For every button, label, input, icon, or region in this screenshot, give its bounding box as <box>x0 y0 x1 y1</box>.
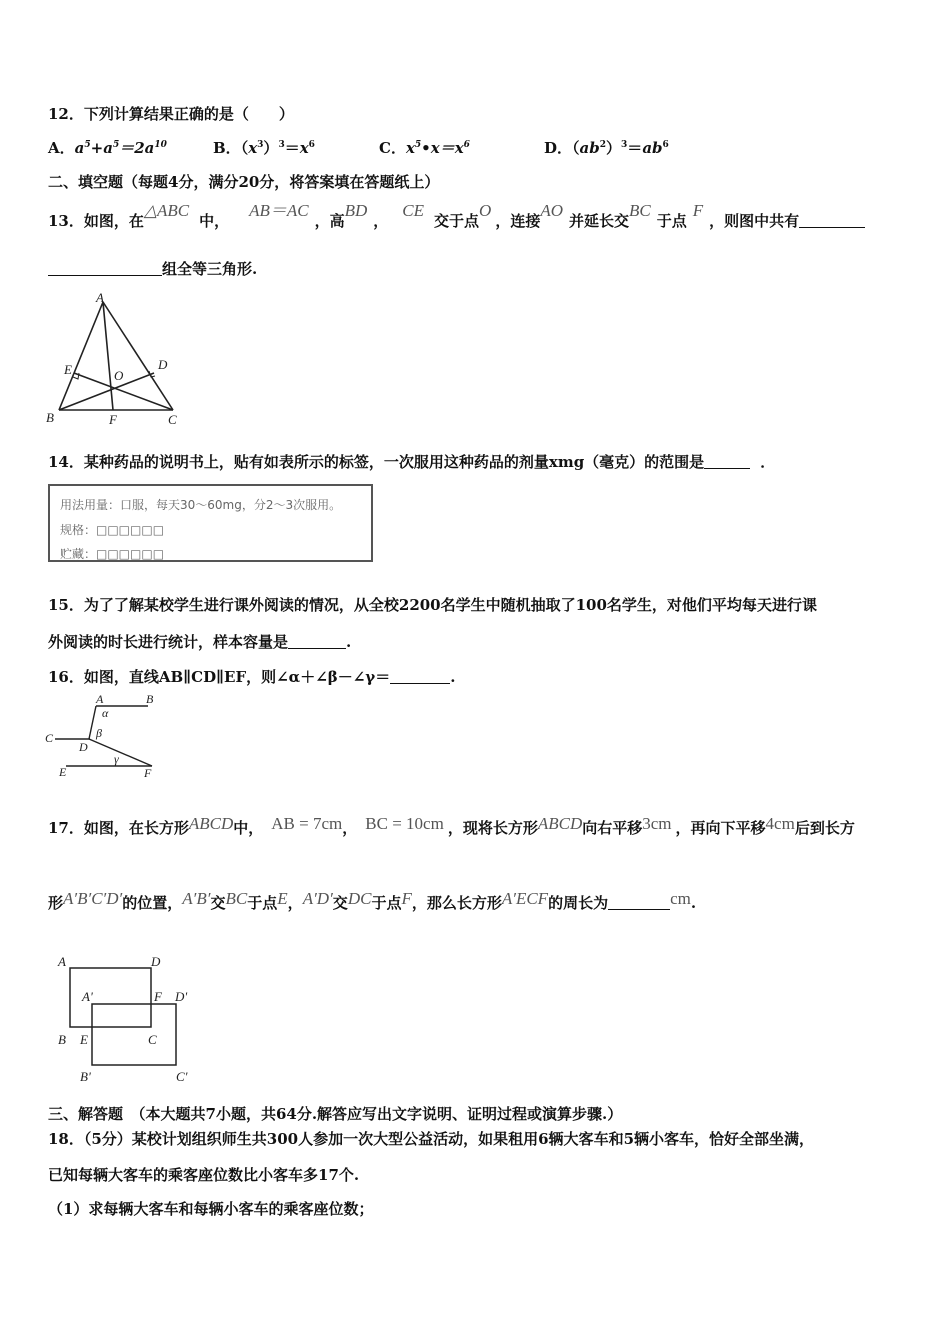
q17-answer-blank[interactable] <box>608 895 670 910</box>
fig17-label-c-prime: C' <box>176 1069 188 1084</box>
fig17-label-c: C <box>148 1032 157 1047</box>
option-a-label: A． <box>48 139 75 157</box>
fig16-label-c: C <box>45 731 54 745</box>
q16-parallel-lines-figure <box>40 690 170 780</box>
q12-option-b: B．$(x^3)^3=x^6$ <box>213 139 315 157</box>
medicine-label-box <box>48 484 373 562</box>
fig16-label-d: D <box>79 740 88 754</box>
q14-answer-blank[interactable] <box>704 454 750 469</box>
fig17-label-d: D <box>151 954 161 969</box>
fig17-label-f: F <box>154 989 162 1004</box>
fig13-label-a: A <box>96 290 104 305</box>
q17-line2: 形A′B′C′D′的位置，A′B′交BC于点E，A′D′交DC于点F，那么长方形A′ECF的周长为 cm. <box>48 889 697 912</box>
q18-line1: 18．（5分）某校计划组织师生共300人参加一次大型公益活动，如果租用6辆大客车和5辆小客车，恰好全部坐满， <box>48 1130 815 1148</box>
q12-stem: 12．下列计算结果正确的是（ ） <box>48 105 294 123</box>
label-storage: 贮藏：□□□□□□ <box>60 547 165 561</box>
fig13-label-c: C <box>168 412 177 427</box>
fig16-label-b: B <box>146 692 154 706</box>
section-3-heading: 三、解答题 （本大题共7小题，共64分.解答应写出文字说明、证明过程或演算步骤.） <box>48 1105 623 1123</box>
fig16-beta: β <box>96 726 102 740</box>
label-spec: 规格：□□□□□□ <box>60 523 165 537</box>
q16-text: 16．如图，直线AB∥CD∥EF，则∠α＋∠β－∠γ＝ . <box>48 668 456 686</box>
q13-line1: 13．如图，在△ABC中，AB＝AC，高BD，CE交于点O，连接AO并延长交BC于点F，则图中共有 <box>48 196 865 226</box>
fig13-label-b: B <box>46 410 54 425</box>
q15-line1: 15．为了了解某校学生进行课外阅读的情况，从全校2200名学生中随机抽取了100名学生，对他们平均每天进行课 <box>48 596 817 614</box>
q17-rectangles-figure <box>52 948 202 1088</box>
q13-answer-blank-2[interactable] <box>48 261 162 276</box>
fig13-label-o: O <box>114 368 124 383</box>
fig16-label-f: F <box>144 766 152 780</box>
q12-option-d: D．$(ab^2)^3=ab^6$ <box>544 139 669 157</box>
q16-answer-blank[interactable] <box>390 669 450 684</box>
fig16-label-a: A <box>96 692 104 706</box>
q17-line1: 17．如图，在长方形ABCD中， AB = 7cm， BC = 10cm ，现将长方形ABCD向右平移3cm ，再向下平移4cm后到长方 <box>48 814 855 837</box>
fig17-label-e: E <box>80 1032 88 1047</box>
q18-line3: （1）求每辆大客车和每辆小客车的乘客座位数； <box>48 1200 374 1218</box>
fig16-label-e: E <box>59 765 67 779</box>
fig17-label-a-prime: A' <box>82 989 93 1004</box>
fig13-label-e: E <box>64 362 72 377</box>
q13-triangle-figure <box>42 290 192 430</box>
fig13-label-d: D <box>158 357 168 372</box>
q12-option-a: A．$a^5+a^5=2a^{10}$ <box>48 139 167 157</box>
q18-line2: 已知每辆大客车的乘客座位数比小客车多17个. <box>48 1166 360 1184</box>
fig17-label-d-prime: D' <box>175 989 188 1004</box>
q15-answer-blank[interactable] <box>288 634 346 649</box>
section-2-heading: 二、填空题（每题4分，满分20分，将答案填在答题纸上） <box>48 173 440 191</box>
fig16-gamma: γ <box>114 752 119 766</box>
q13-line2: 组全等三角形. <box>48 258 257 279</box>
option-b-label: B． <box>213 139 241 157</box>
option-c-label: C． <box>379 139 406 157</box>
q15-line2: 外阅读的时长进行统计，样本容量是 . <box>48 633 352 651</box>
fig17-label-b-prime: B' <box>80 1069 91 1084</box>
option-d-label: D． <box>544 139 573 157</box>
q14-text: 14．某种药品的说明书上，贴有如表所示的标签，一次服用这种药品的剂量xmg（毫克）的范围是 ． <box>48 453 776 471</box>
fig16-alpha: α <box>102 706 109 720</box>
fig17-label-b: B <box>58 1032 66 1047</box>
fig17-label-a: A <box>58 954 66 969</box>
q13-answer-blank[interactable] <box>799 213 865 228</box>
label-usage: 用法用量：口服，每天30～60mg，分2～3次服用。 <box>60 498 342 512</box>
q12-option-c: C．$x^5•x=x^6$ <box>379 139 470 157</box>
fig13-label-f: F <box>109 412 117 427</box>
